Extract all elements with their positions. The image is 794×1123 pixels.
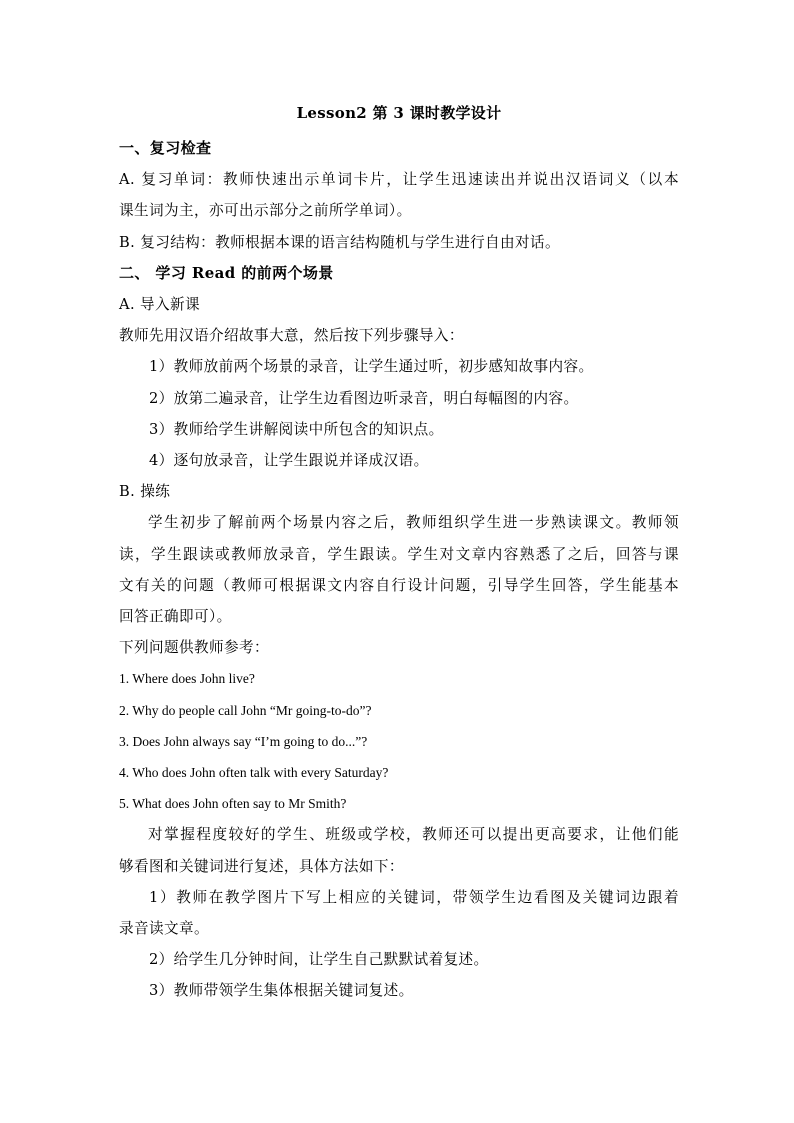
step-item: 4）逐句放录音，让学生跟说并译成汉语。 <box>149 452 429 470</box>
section-1-heading: 一、复习检查 <box>119 139 212 157</box>
document-page <box>119 100 679 1007</box>
question-item: 2. Why do people call John “Mr going-to-do”? <box>119 702 372 718</box>
section-1-item-b: B. 复习结构：教师根据本课的语言结构随机与学生进行自由对话。 <box>119 233 561 251</box>
section-2-part-b-label: B. 操练 <box>119 483 171 501</box>
section-2-part-a-intro: 教师先用汉语介绍故事大意，然后按下列步骤导入： <box>119 327 464 345</box>
section-1-item-a-line-2: 课生词为主，亦可出示部分之前所学单词）。 <box>119 202 412 220</box>
step-item: 1）教师放前两个场景的录音，让学生通过听，初步感知故事内容。 <box>149 358 594 376</box>
question-item: 5. What does John often say to Mr Smith? <box>119 796 347 812</box>
practice-paragraph-line: 文有关的问题（教师可根据课文内容自行设计问题，引导学生回答，学生能基本 <box>119 576 679 594</box>
step-item: 2）放第二遍录音，让学生边看图边听录音，明白每幅图的内容。 <box>149 389 579 407</box>
question-item: 3. Does John always say “I’m going to do...”? <box>119 733 368 749</box>
retell-step-2: 2）给学生几分钟时间，让学生自己默默试着复述。 <box>149 951 489 969</box>
question-item: 4. Who does John often talk with every Saturday? <box>119 765 389 781</box>
retell-step-1-line-1: 1）教师在教学图片下写上相应的关键词，带领学生边看图及关键词边跟着 <box>149 888 679 906</box>
questions-intro: 下列问题供教师参考： <box>119 639 269 657</box>
retell-step-3: 3）教师带领学生集体根据关键词复述。 <box>149 982 414 1000</box>
retell-step-1-line-2: 录音读文章。 <box>119 920 209 938</box>
practice-paragraph-line: 读，学生跟读或教师放录音，学生跟读。学生对文章内容熟悉了之后，回答与课 <box>119 545 679 563</box>
step-item: 3）教师给学生讲解阅读中所包含的知识点。 <box>149 420 444 438</box>
section-2-part-a-label: A. 导入新课 <box>119 296 200 314</box>
practice-paragraph-line: 回答正确即可）。 <box>119 608 232 626</box>
section-2-heading: 二、 学习 Read 的前两个场景 <box>119 263 334 282</box>
advanced-paragraph-line: 对掌握程度较好的学生、班级或学校，教师还可以提出更高要求，让他们能 <box>148 826 679 844</box>
document-title: Lesson2 第 3 课时教学设计 <box>296 104 502 122</box>
section-1-item-a-line-1: A. 复习单词：教师快速出示单词卡片，让学生迅速读出并说出汉语词义（以本 <box>119 171 679 189</box>
advanced-paragraph-line: 够看图和关键词进行复述，具体方法如下： <box>119 857 404 875</box>
question-item: 1. Where does John live? <box>119 671 255 687</box>
practice-paragraph-line: 学生初步了解前两个场景内容之后，教师组织学生进一步熟读课文。教师领 <box>148 514 679 532</box>
